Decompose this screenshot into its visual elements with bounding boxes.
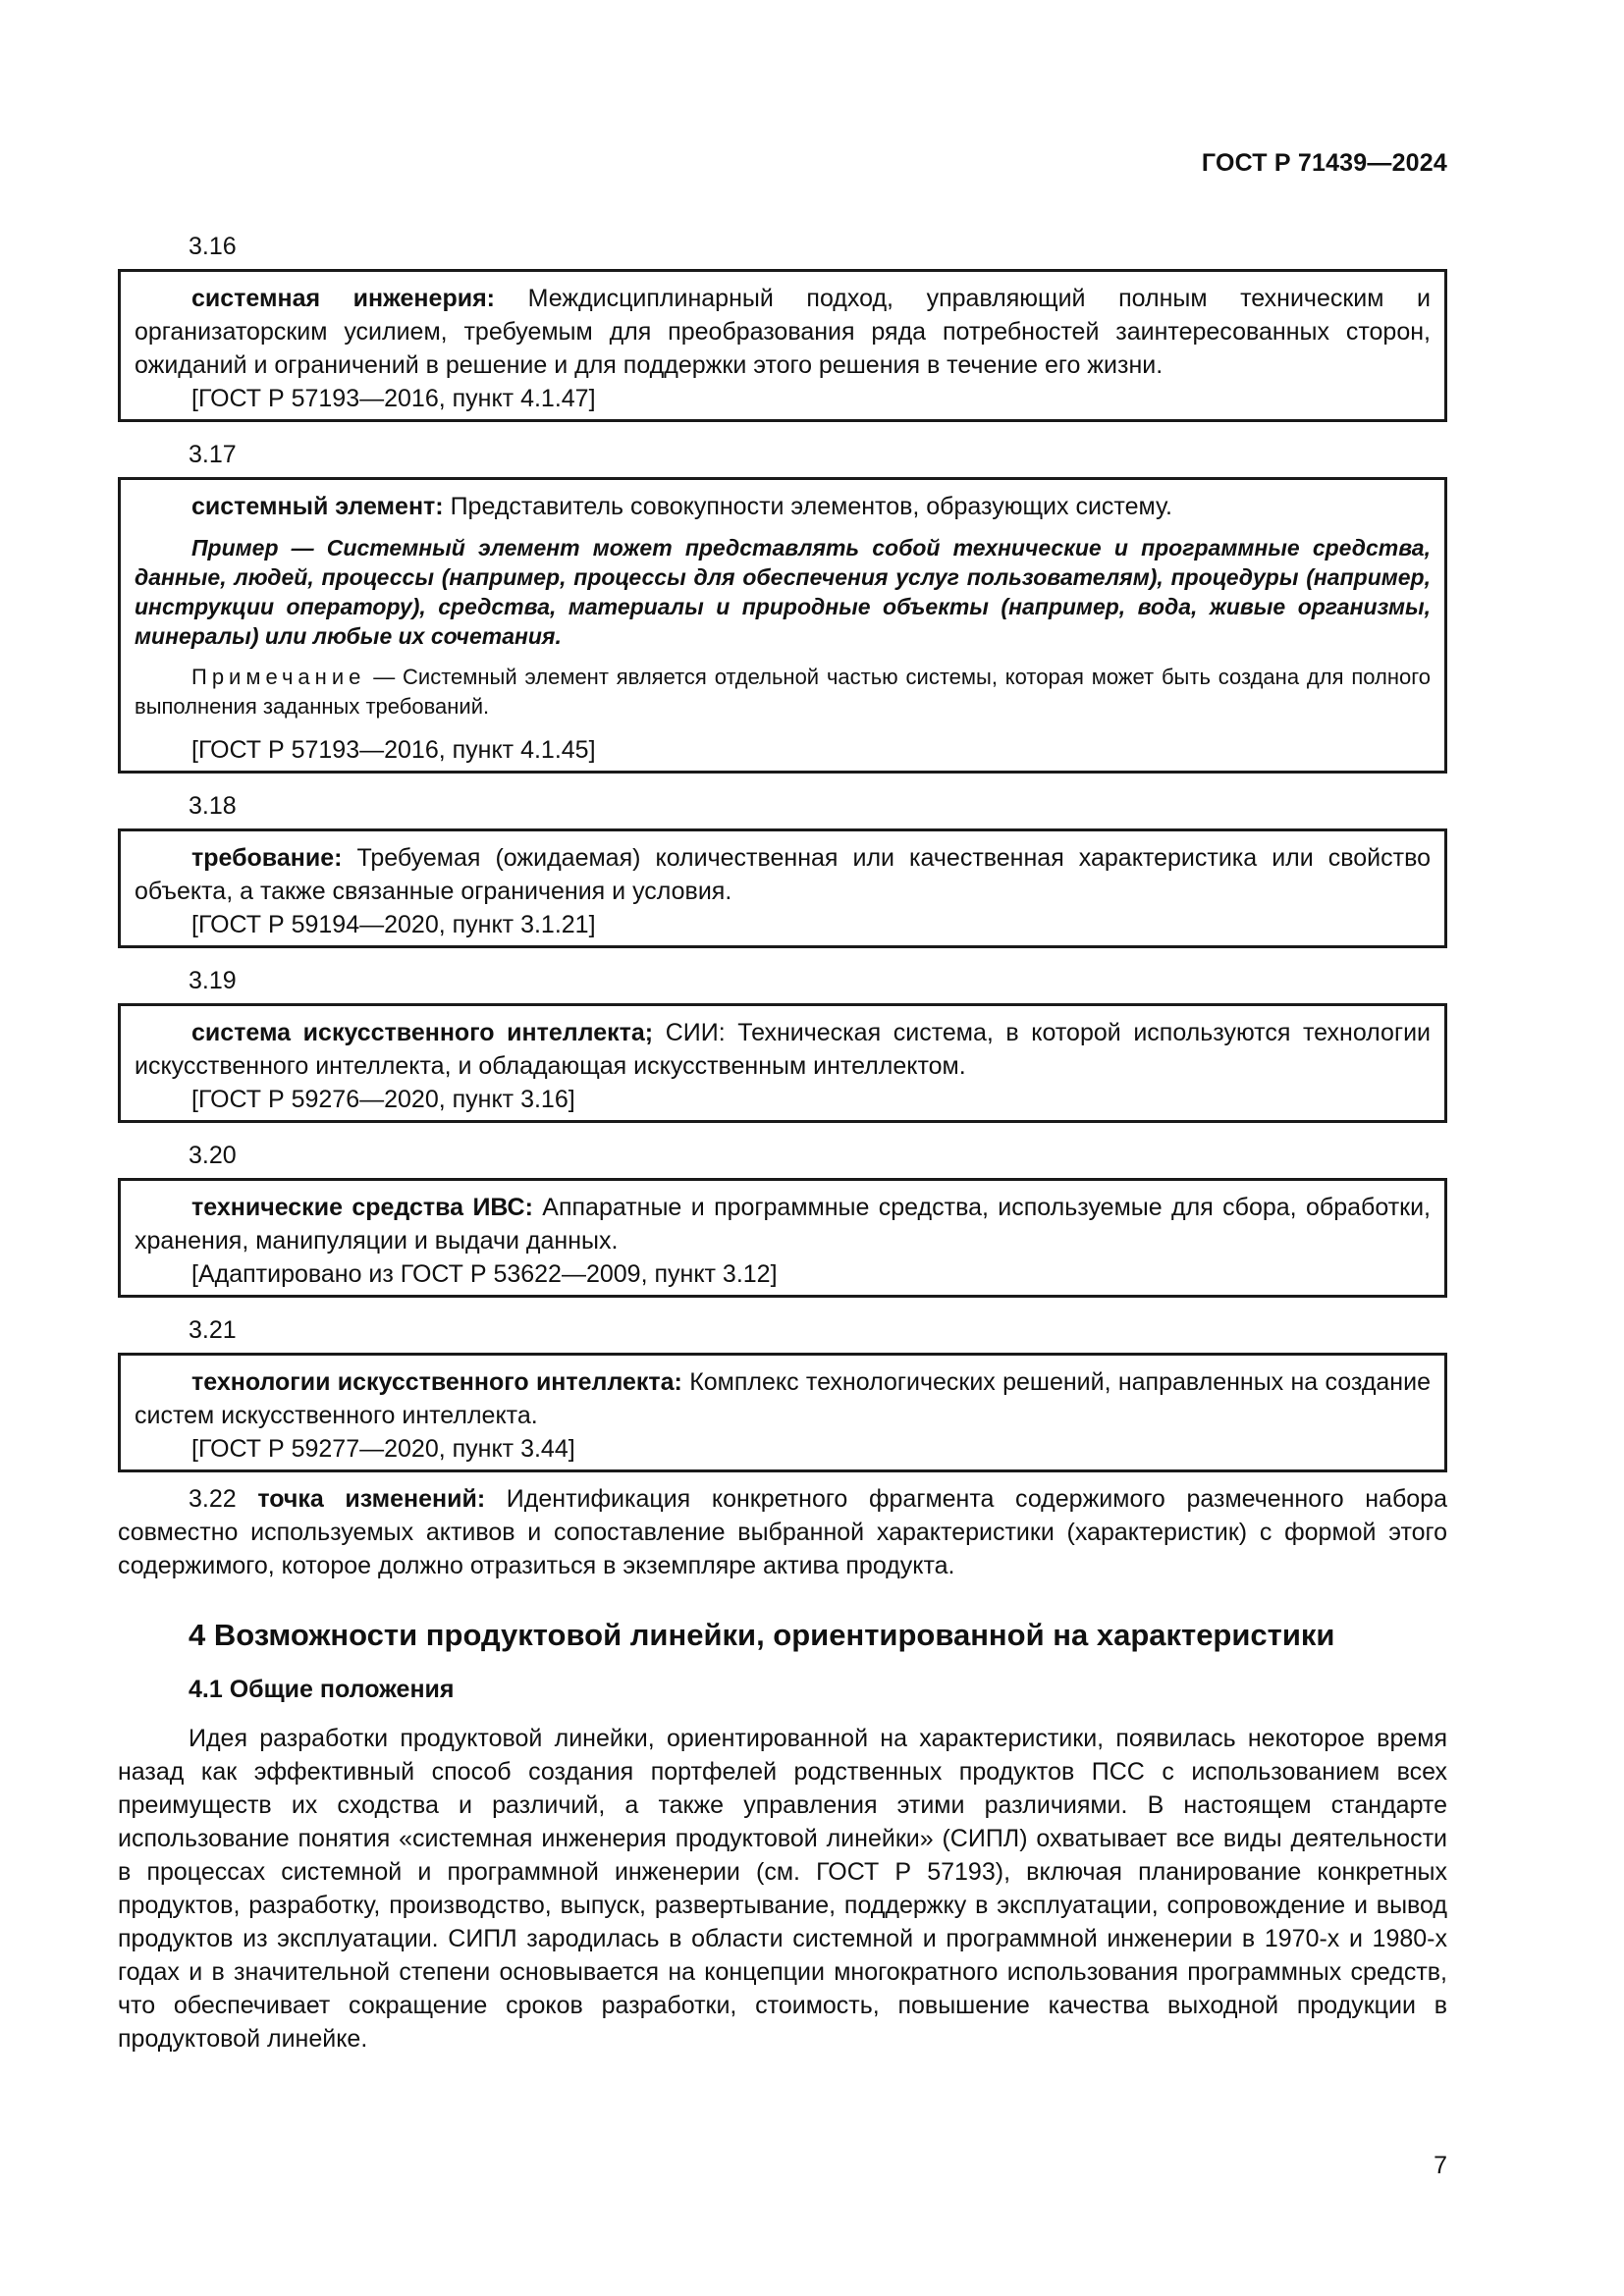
term: системный элемент:	[191, 493, 444, 520]
entry-number: 3.19	[189, 967, 237, 994]
page-number: 7	[1434, 2152, 1447, 2179]
term: технические средства ИВС:	[191, 1194, 533, 1221]
term: требование:	[191, 844, 343, 872]
note-label: Примечание	[191, 665, 366, 689]
definition: Аппаратные и программные средства, используемые для сбора, обработки, хранения, манипуляции и выдачи данных.	[135, 1194, 1431, 1255]
definition-box	[118, 269, 1447, 422]
definition: Представитель совокупности элементов, образующих систему.	[443, 493, 1172, 520]
definition: Идентификация конкретного фрагмента содержимого размеченного набора совместно используемых активов и сопоставление выбранной характеристики (характеристик) с формой этого содержимого, которое должно отразиться в экземпляре актива продукта.	[118, 1485, 1447, 1579]
definition-box	[118, 477, 1447, 774]
definition: СИИ: Техническая система, в которой используются технологии искусственного интеллекта, и обладающая искусственным интеллектом.	[135, 1019, 1431, 1080]
definition-box	[118, 1003, 1447, 1123]
standard-code-header: ГОСТ Р 71439—2024	[1201, 149, 1447, 177]
body-paragraph: Идея разработки продуктовой линейки, ориентированной на характеристики, появилась некоторое время назад как эффективный способ создания портфелей родственных продуктов ПСС с использованием всех преимуществ их сходства и различий, а также управления этими различиями. В настоящем стандарте использование понятия «системная инженерия продуктовой линейки» (СИПЛ) охватывает все виды деятельности в процессах системной и программной инженерии (см. ГОСТ Р 57193), включая планирование конкретных продуктов, разработку, производство, выпуск, развертывание, поддержку в эксплуатации, сопровождение и вывод продуктов из эксплуатации. СИПЛ зародилась в области системной и программной инженерии в 1970-х и 1980-х годах и в значительной степени основывается на концепции многократного использования программных средств, что обеспечивает сокращение сроков разработки, стоимость, повышение качества выходной продукции в продуктовой линейке.	[118, 1725, 1447, 2053]
subsection-heading: 4.1 Общие положения	[189, 1676, 455, 1703]
note-body: — Системный элемент является отдельной частью системы, которая может быть создана для полного выполнения заданных требований.	[135, 665, 1431, 719]
definition-text	[135, 1016, 1431, 1083]
term: система искусственного интеллекта;	[191, 1019, 654, 1046]
example-text: Пример — Системный элемент может представлять собой технические и программные средства, данные, людей, процессы (например, процессы для обеспечения услуг пользователям), процедуры (например, инструкции оператору), средства, материалы и природные объекты (например, вода, живые организмы, минералы) или любые их сочетания.	[135, 535, 1431, 649]
term: точка изменений:	[257, 1485, 486, 1513]
page-content	[118, 224, 1447, 2056]
entry-number: 3.22	[189, 1485, 237, 1513]
source-reference: [ГОСТ Р 57193—2016, пункт 4.1.45]	[191, 736, 596, 764]
source-reference: [ГОСТ Р 59276—2020, пункт 3.16]	[191, 1086, 575, 1113]
definition-text	[135, 282, 1431, 382]
definition-box	[118, 828, 1447, 948]
definition-text	[135, 490, 1431, 523]
note-text	[135, 663, 1431, 721]
entry-number: 3.17	[189, 441, 237, 468]
definition-text	[135, 1191, 1431, 1257]
definition-text	[135, 1365, 1431, 1432]
source-reference: [ГОСТ Р 59277—2020, пункт 3.44]	[191, 1435, 575, 1463]
entry-number: 3.20	[189, 1142, 237, 1169]
term: технологии искусственного интеллекта:	[191, 1368, 682, 1396]
section-heading: 4 Возможности продуктовой линейки, ориентированной на характеристики	[189, 1618, 1335, 1652]
source-reference: [ГОСТ Р 59194—2020, пункт 3.1.21]	[191, 911, 596, 938]
definition-text	[135, 841, 1431, 908]
definition: Требуемая (ожидаемая) количественная или качественная характеристика или свойство объекта, а также связанные ограничения и условия.	[135, 844, 1431, 905]
definition-box	[118, 1178, 1447, 1298]
entry-number: 3.21	[189, 1316, 237, 1344]
entry-3-22	[118, 1482, 1447, 1582]
definition-box	[118, 1353, 1447, 1472]
entry-number: 3.18	[189, 792, 237, 820]
definition: Комплекс технологических решений, направленных на создание систем искусственного интеллекта.	[135, 1368, 1431, 1429]
entry-number: 3.16	[189, 233, 237, 260]
definition: Междисциплинарный подход, управляющий полным техническим и организаторским усилием, требуемым для преобразования ряда потребностей заинтересованных сторон, ожиданий и ограничений в решение и для поддержки этого решения в течение его жизни.	[135, 285, 1431, 379]
term: системная инженерия:	[191, 285, 495, 312]
source-reference: [ГОСТ Р 57193—2016, пункт 4.1.47]	[191, 385, 596, 412]
source-reference: [Адаптировано из ГОСТ Р 53622—2009, пункт 3.12]	[191, 1260, 778, 1288]
